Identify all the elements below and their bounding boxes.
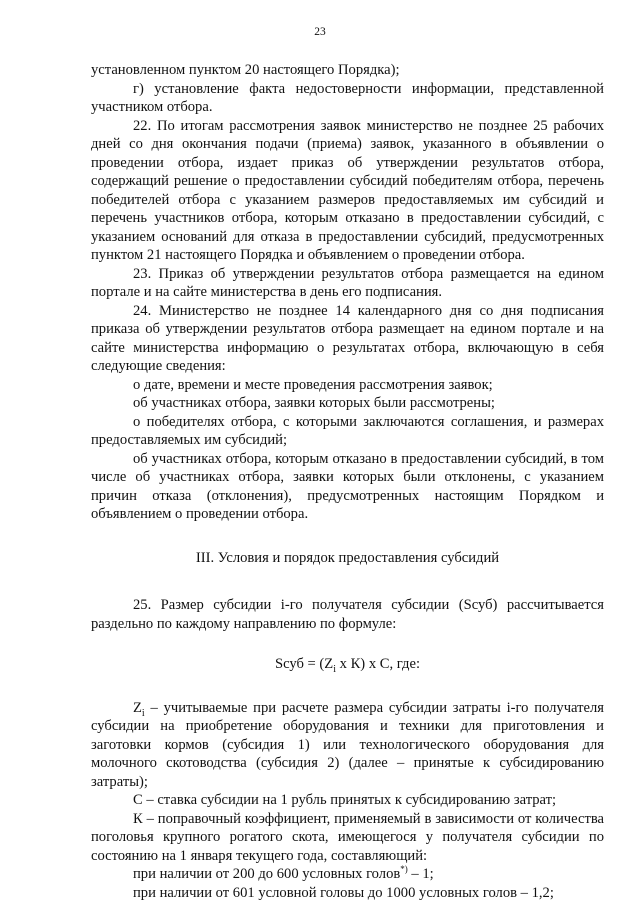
formula-right: x К) x С, где: bbox=[335, 656, 421, 672]
document-body bbox=[91, 61, 604, 902]
definition-k: К – поправочный коэффициент, применяемый в зависимости от количества поголовья крупного рогатого скота, имеющегося у получателя субсидии по состоянию на 1 января текущего года, составляющий: bbox=[91, 810, 604, 864]
page-number: 23 bbox=[314, 26, 326, 38]
paragraph-23: 23. Приказ об утверждении результатов отбора размещается на едином портале и на сайте министерства в день его подписания. bbox=[91, 265, 604, 300]
definition-z bbox=[91, 699, 604, 792]
formula-left: Sсуб = (Z bbox=[274, 656, 334, 672]
formula bbox=[91, 655, 604, 674]
z-definition: – учитываемые при расчете размера субсидии затраты i-го получателя субсидии на приобретение оборудования и техники для приготовления и заготовки кормов (субсидия 1) или технологического оборудования для молочного скотоводства (субсидия 2) (далее – принятые к субсидированию затраты); bbox=[91, 699, 604, 790]
paragraph: г) установление факта недостоверности информации, представленной участником отбора. bbox=[91, 80, 604, 115]
list-item: об участниках отбора, которым отказано в предоставлении субсидий, в том числе об участниках отбора, заявки которых были отклонены, с указанием причин отказа (отклонения), предусмотренных настоящим Порядком и объявлением о проведении отбора. bbox=[91, 450, 604, 522]
footnote-mark: *) bbox=[400, 864, 408, 875]
coefficient-item: при наличии от 200 до 600 условных голов*) – 1; bbox=[133, 864, 434, 882]
paragraph-22: 22. По итогам рассмотрения заявок министерство не позднее 25 рабочих дней со дня окончания подачи (приема) заявок, указанного в объявлении о проведении отбора, издает приказ об утверждении результатов отбора, содержащий решение о предоставлении субсидий победителям отбора, перечень победителей отбора с указанием размеров предоставляемых им субсидий и перечень участников отбора, которым отказано в предоставлении субсидий, с указанием оснований для отказа в предоставлении субсидий, предусмотренных пунктом 21 настоящего Порядка и объявлением о проведении отбора. bbox=[91, 117, 604, 263]
paragraph-24: 24. Министерство не позднее 14 календарного дня со дня подписания приказа об утверждении результатов отбора размещает на едином портале и на сайте министерства информацию о результатах отбора, включающую в себя следующие сведения: bbox=[91, 302, 604, 374]
coefficient-item: при наличии от 601 условной головы до 1000 условных голов – 1,2; bbox=[133, 884, 554, 901]
z-subscript: i bbox=[141, 707, 145, 719]
list-item: о дате, времени и месте проведения рассмотрения заявок; bbox=[133, 376, 493, 393]
formula-subscript: i bbox=[333, 663, 336, 675]
list-item: о победителях отбора, с которыми заключаются соглашения, и размерах предоставляемых им субсидий; bbox=[91, 413, 604, 448]
paragraph-25: 25. Размер субсидии i-го получателя субсидии (Sсуб) рассчитывается раздельно по каждому направлению по формуле: bbox=[91, 597, 604, 632]
z-symbol: Z bbox=[133, 699, 142, 716]
section-heading: III. Условия и порядок предоставления субсидий bbox=[195, 549, 500, 566]
paragraph: установленном пунктом 20 настоящего Порядка); bbox=[91, 62, 400, 78]
list-item: об участниках отбора, заявки которых были рассмотрены; bbox=[133, 395, 495, 411]
definition-c: С – ставка субсидии на 1 рубль принятых к субсидированию затрат; bbox=[133, 792, 557, 808]
